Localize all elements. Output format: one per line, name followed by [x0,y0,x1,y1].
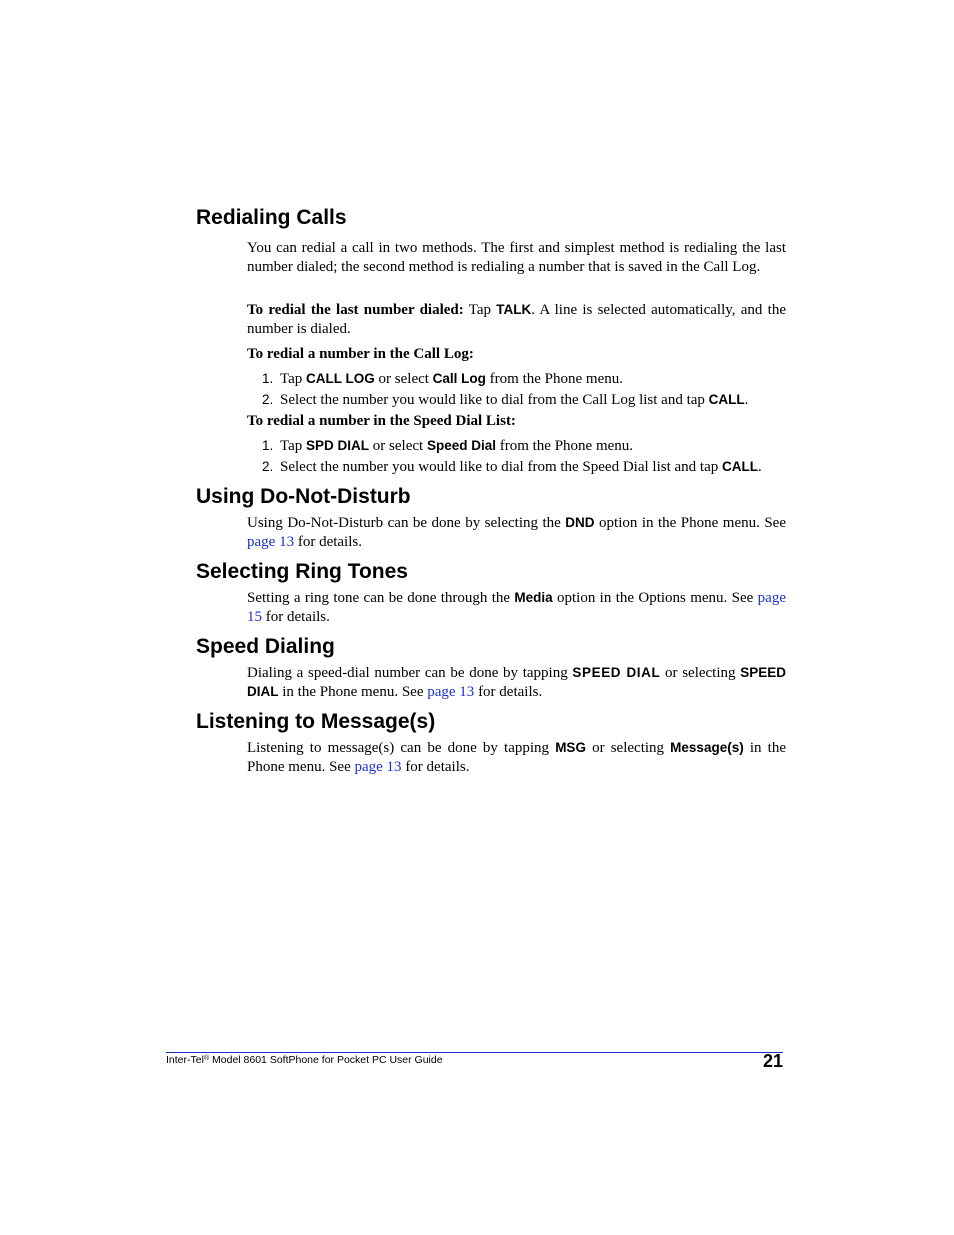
text: from the Phone menu. [495,438,634,454]
list-number: 2. [262,459,274,474]
list-item [262,437,792,456]
menu-call-log: Call Log [432,371,486,386]
menu-media: Media [514,590,553,605]
text: for details. [294,533,362,550]
redial-last-lead: To redial the last number dialed: [247,302,464,318]
msg-paragraph [247,739,786,776]
text: or selecting [585,740,671,756]
footer-title [166,1053,443,1067]
key-call-log: CALL LOG [306,371,375,386]
key-speed-dial: SPEED DIAL [572,665,661,680]
heading-speed-dialing: Speed Dialing [196,635,335,658]
registered-mark: ® [203,1055,210,1062]
key-talk: TALK [496,302,532,317]
text: for details. [401,758,470,775]
key-call: CALL [708,392,745,407]
text: Tap [280,438,307,454]
key-msg: MSG [555,740,586,755]
text: Tap [463,302,497,318]
text: Select the number you would like to dial from the Call Log list and tap [280,392,709,408]
heading-listening-messages: Listening to Message(s) [196,710,436,733]
key-spd-dial: SPD DIAL [306,438,370,453]
footer-brand: Inter-Tel [166,1054,204,1066]
footer-guide-name: Model 8601 SoftPhone for Pocket PC User Guide [209,1054,443,1066]
ring-paragraph [247,589,786,626]
text: for details. [474,683,543,700]
text: Setting a ring tone can be done through the [247,590,515,606]
text: Using Do-Not-Disturb can be done by selecting the [247,515,566,531]
redial-last-number-paragraph [247,301,786,338]
text: Tap [280,371,307,387]
menu-speed-dial: SPEED DIAL [247,665,786,699]
heading-redialing-calls: Redialing Calls [196,206,347,229]
text: or select [369,438,427,454]
list-number: 2. [262,392,274,407]
text: option in the Phone menu. See [594,515,787,531]
text: or selecting [660,665,741,681]
text: Dialing a speed-dial number can be done by tapping [247,665,573,681]
text: or select [374,371,433,387]
key-dnd: DND [565,515,595,530]
speed-paragraph [247,664,786,701]
key-call: CALL [722,459,758,474]
heading-do-not-disturb: Using Do-Not-Disturb [196,485,411,508]
link-page-15[interactable]: page 15 [247,590,786,625]
text: Listening to message(s) can be done by tapping [247,740,556,756]
dnd-paragraph [247,514,786,551]
text: from the Phone menu. [485,371,623,387]
text: in the Phone menu. See [247,740,786,775]
list-number: 1. [262,371,274,386]
text: for details. [262,608,330,625]
text: . [758,459,762,475]
link-page-13[interactable]: page 13 [247,533,295,550]
link-page-13[interactable]: page 13 [427,683,475,700]
speeddial-subheading: To redial a number in the Speed Dial List: [247,413,516,429]
text: . A line is selected automatically, and the number is dialed. [247,302,786,337]
redial-intro-paragraph: You can redial a call in two methods. The first and simplest method is redialing the last number dialed; the second method is redialing a number that is saved in the Call Log. [247,240,786,275]
list-number: 1. [262,438,274,453]
text: Select the number you would like to dial from the Speed Dial list and tap [280,459,722,475]
text: . [744,392,749,408]
page-number: 21 [762,1051,783,1071]
link-page-13[interactable]: page 13 [354,758,402,775]
menu-speed-dial: Speed Dial [426,438,496,453]
menu-messages: Message(s) [670,740,744,755]
list-item [262,370,792,389]
text: option in the Options menu. See [552,590,758,606]
text: in the Phone menu. See [278,683,428,700]
calllog-subheading: To redial a number in the Call Log: [247,346,474,362]
list-item [262,458,792,477]
heading-ring-tones: Selecting Ring Tones [196,560,408,583]
list-item [262,391,792,410]
